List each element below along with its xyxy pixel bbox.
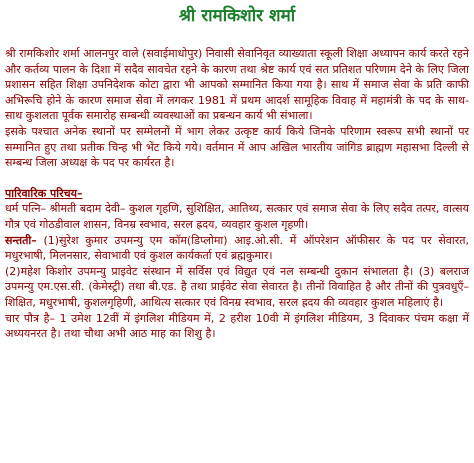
grandsons-paragraph: चार पौत्र है– 1 उमेश 12वीं में इंगलिश मीडियम में, 2 हरीश 10वी में इंगलिश मीडियम, 3 दिवाकर पंचम कक्षा में अध्ययनरत है। तथा चौथा अभी आठ माह का शिशु है। [5,311,469,341]
family-section-heading: पारिवारिक परिचय– [5,186,83,200]
spouse-paragraph: धर्म पत्नि– श्रीमती बदाम देवी– कुशल गृहणि, सुशिक्षित, आतिथ्य, सत्कार एवं समाज सेवा के लिए सदैव तत्पर, वात्सय गौत्र एवं गोठडीवाल शासन, विनम्र स्वभाव, सरल ह्रदय, व्यवहार कुशल गृहणी। [5,202,469,231]
children-paragraph-1 [5,233,469,264]
bio-paragraph-1: श्री रामकिशोर शर्मा आलनपुर वाले (सवाईमाधोपुर) निवासी सेवानिवृत व्याख्याता स्कूली शिक्षा अध्यापन कार्य करते रहने और कर्तव्य पालन के दिशा में सदैव सावचेत रहने के कारण तथा श्रेष्ट कार्य एवं सत प्रतिशत परिणाम देने के लिए जिला प्रशासन सहित शिक्षा उपनिदेशक कोटा द्वारा भी आपको सम्मानित किया गया है। साथ में समाज सेवा के प्रति काफी अभिरूचि होने के कारण समाज सेवा में लगकर 1981 में प्रथम आदर्श सामूहिक विवाह में महामंत्री के पद के साथ-साथ कुशलता पूर्वक समारोह सम्बन्धी व्यवस्थाओं का प्रबन्धन कार्य भी संभाला। [5,47,469,123]
children-paragraph-2: (2)महेश किशोर उपमन्यु प्राइवेट संस्थान में सर्विस एवं विद्युत एवं नल सम्बन्धी दुकान संभालता है। (3) बलराज उपमन्यु एम.एस.सी. (केमेस्ट्री) तथा बी.एड. है तथा प्राईवेट सेवा सेवारत है। तीनों विवाहित है और तीनों की पुत्रवधुएँ–शिक्षित, मधुरभाषी, कुशलगृहिणी, आथित्य सत्कार एवं विनम्र स्वभाव, सरल ह्रदय की व्यवहार कुशल महिलाएं है। [5,264,469,309]
children-text-1: (1)सुरेश कुमार उपमन्यु एम कॉम(डिप्लोमा) आइ.ओ.सी. में ऑपरेशन ऑफीसर के पद पर सेवारत, मधुरभाषी, मिलनसार, सेवाभावी एवं कुशल कार्यकर्ता एवं ब्रह्मकुमार। [5,233,469,263]
spacer [5,28,469,46]
bio-paragraph-2: इसके पश्चात अनेक स्थानों पर सम्मेलनों में भाग लेकर उत्कृष्ट कार्य किये जिनके परिणाम स्वरूप सभी स्थानों पर सम्मानित हुए तथा प्रतीक चिन्ह भी भेंट किये गये। वर्तमान में आप अखिल भारतीय जांगिड ब्राह्मण महासभा दिल्ली से सम्बन्ध जिला अध्यक्ष के पद पर कार्यरत है। [5,124,469,170]
page-title: श्री रामकिशोर शर्मा [178,6,296,26]
children-label: सन्तती– [5,233,37,247]
